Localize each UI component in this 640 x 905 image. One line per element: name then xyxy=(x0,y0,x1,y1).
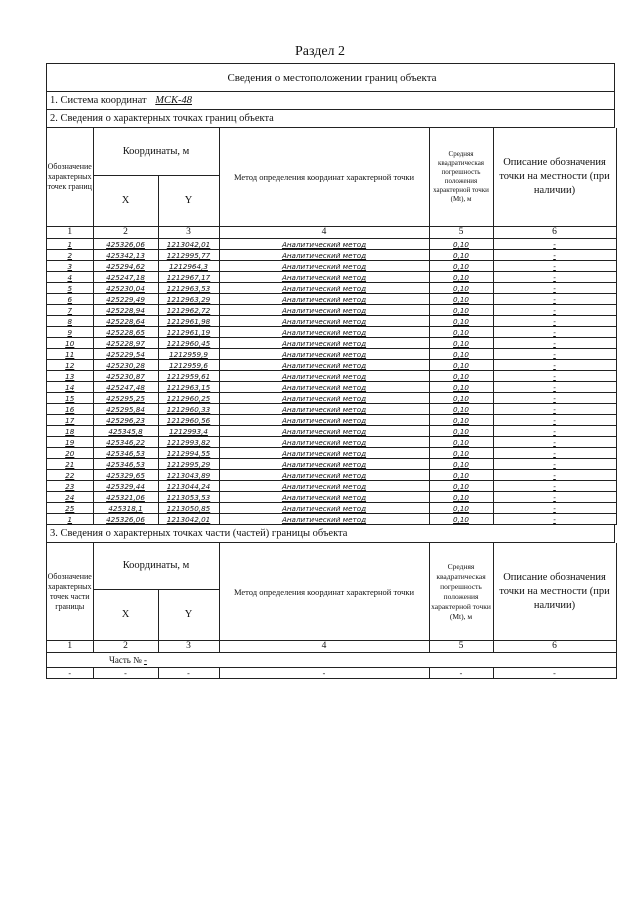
method: Аналитический метод xyxy=(219,426,429,437)
table-row xyxy=(47,668,616,679)
y-coordinate: 1212959,6 xyxy=(158,360,219,371)
method: Аналитический метод xyxy=(219,492,429,503)
col-designation: Обозначение характерных точек части границы xyxy=(47,543,93,641)
x-coordinate: 425228,65 xyxy=(93,327,158,338)
accuracy: 0,10 xyxy=(429,349,493,360)
method: Аналитический метод xyxy=(219,393,429,404)
point-id: 3 xyxy=(47,261,93,272)
y-coordinate: 1212994,55 xyxy=(158,448,219,459)
accuracy: 0,10 xyxy=(429,382,493,393)
table-row xyxy=(47,393,616,404)
point-id: 7 xyxy=(47,305,93,316)
dash-cell: - xyxy=(219,668,429,679)
x-coordinate: 425326,06 xyxy=(93,514,158,525)
method: Аналитический метод xyxy=(219,382,429,393)
x-coordinate: 425247,18 xyxy=(93,272,158,283)
y-coordinate: 1212961,98 xyxy=(158,316,219,327)
col-y: Y xyxy=(158,590,219,641)
table-row xyxy=(47,360,616,371)
y-coordinate: 1213050,85 xyxy=(158,503,219,514)
method: Аналитический метод xyxy=(219,415,429,426)
col-number: 2 xyxy=(93,227,158,239)
table-row xyxy=(47,250,616,261)
table-row xyxy=(47,338,616,349)
col-number: 6 xyxy=(493,641,616,653)
description: - xyxy=(493,272,616,283)
col-x: X xyxy=(93,176,158,227)
accuracy: 0,10 xyxy=(429,294,493,305)
method: Аналитический метод xyxy=(219,305,429,316)
table-row xyxy=(47,470,616,481)
description: - xyxy=(493,437,616,448)
accuracy: 0,10 xyxy=(429,470,493,481)
accuracy: 0,10 xyxy=(429,261,493,272)
x-coordinate: 425326,06 xyxy=(93,239,158,250)
table-row xyxy=(47,327,616,338)
point-id: 23 xyxy=(47,481,93,492)
table-row xyxy=(47,404,616,415)
dash-cell: - xyxy=(429,668,493,679)
y-coordinate: 1212967,17 xyxy=(158,272,219,283)
description: - xyxy=(493,250,616,261)
method: Аналитический метод xyxy=(219,437,429,448)
method: Аналитический метод xyxy=(219,283,429,294)
point-id: 12 xyxy=(47,360,93,371)
column-number-row xyxy=(47,641,616,653)
description: - xyxy=(493,415,616,426)
point-id: 11 xyxy=(47,349,93,360)
x-coordinate: 425345,8 xyxy=(93,426,158,437)
col-y: Y xyxy=(158,176,219,227)
table-row xyxy=(47,437,616,448)
part-value: - xyxy=(143,655,147,665)
point-id: 5 xyxy=(47,283,93,294)
accuracy: 0,10 xyxy=(429,426,493,437)
point-id: 8 xyxy=(47,316,93,327)
method: Аналитический метод xyxy=(219,349,429,360)
method: Аналитический метод xyxy=(219,360,429,371)
y-coordinate: 1212962,72 xyxy=(158,305,219,316)
accuracy: 0,10 xyxy=(429,371,493,382)
description: - xyxy=(493,492,616,503)
table-row xyxy=(47,261,616,272)
description: - xyxy=(493,283,616,294)
col-method: Метод определения координат характерной точки xyxy=(219,543,429,641)
col-description: Описание обозначения точки на местности (при наличии) xyxy=(493,128,616,227)
accuracy: 0,10 xyxy=(429,327,493,338)
x-coordinate: 425294,62 xyxy=(93,261,158,272)
accuracy: 0,10 xyxy=(429,272,493,283)
col-number: 5 xyxy=(429,641,493,653)
accuracy: 0,10 xyxy=(429,404,493,415)
table-row xyxy=(47,349,616,360)
point-id: 6 xyxy=(47,294,93,305)
point-id: 21 xyxy=(47,459,93,470)
method: Аналитический метод xyxy=(219,239,429,250)
y-coordinate: 1213053,53 xyxy=(158,492,219,503)
accuracy: 0,10 xyxy=(429,448,493,459)
y-coordinate: 1212963,29 xyxy=(158,294,219,305)
section3-title: 3. Сведения о характерных точках части (частей) границы объекта xyxy=(47,525,615,543)
point-id: 25 xyxy=(47,503,93,514)
table-row xyxy=(47,283,616,294)
col-designation: Обозначение характерных точек границ xyxy=(47,128,93,227)
x-coordinate: 425295,25 xyxy=(93,393,158,404)
point-id: 18 xyxy=(47,426,93,437)
y-coordinate: 1212959,9 xyxy=(158,349,219,360)
col-coordinates: Координаты, м xyxy=(93,543,219,590)
point-id: 4 xyxy=(47,272,93,283)
method: Аналитический метод xyxy=(219,503,429,514)
table-row xyxy=(47,415,616,426)
y-coordinate: 1212959,61 xyxy=(158,371,219,382)
description: - xyxy=(493,327,616,338)
col-x: X xyxy=(93,590,158,641)
coordinate-system-row xyxy=(47,92,615,110)
y-coordinate: 1212960,45 xyxy=(158,338,219,349)
accuracy: 0,10 xyxy=(429,514,493,525)
method: Аналитический метод xyxy=(219,272,429,283)
point-id: 13 xyxy=(47,371,93,382)
accuracy: 0,10 xyxy=(429,503,493,514)
table-row xyxy=(47,426,616,437)
table-row xyxy=(47,514,616,525)
x-coordinate: 425318,1 xyxy=(93,503,158,514)
method: Аналитический метод xyxy=(219,261,429,272)
x-coordinate: 425228,97 xyxy=(93,338,158,349)
col-number: 4 xyxy=(219,641,429,653)
section2-table xyxy=(47,128,617,525)
y-coordinate: 1213044,24 xyxy=(158,481,219,492)
x-coordinate: 425229,54 xyxy=(93,349,158,360)
point-id: 2 xyxy=(47,250,93,261)
point-id: 14 xyxy=(47,382,93,393)
accuracy: 0,10 xyxy=(429,393,493,404)
part-label-cell xyxy=(47,653,616,668)
y-coordinate: 1212960,33 xyxy=(158,404,219,415)
point-id: 1 xyxy=(47,514,93,525)
col-accuracy: Средняя квадратическая погрешность положения характерной точки (Мt), м xyxy=(429,128,493,227)
x-coordinate: 425346,53 xyxy=(93,448,158,459)
description: - xyxy=(493,338,616,349)
section3-table xyxy=(47,543,617,679)
method: Аналитический метод xyxy=(219,448,429,459)
x-coordinate: 425329,44 xyxy=(93,481,158,492)
accuracy: 0,10 xyxy=(429,360,493,371)
column-number-row xyxy=(47,227,616,239)
col-number: 3 xyxy=(158,641,219,653)
x-coordinate: 425296,23 xyxy=(93,415,158,426)
point-id: 17 xyxy=(47,415,93,426)
y-coordinate: 1213042,01 xyxy=(158,239,219,250)
point-id: 20 xyxy=(47,448,93,459)
y-coordinate: 1212995,77 xyxy=(158,250,219,261)
description: - xyxy=(493,382,616,393)
accuracy: 0,10 xyxy=(429,492,493,503)
table-row xyxy=(47,239,616,250)
accuracy: 0,10 xyxy=(429,338,493,349)
page-title: Раздел 2 xyxy=(294,44,346,59)
y-coordinate: 1212964,3 xyxy=(158,261,219,272)
section-header: Сведения о местоположении границ объекта xyxy=(47,64,615,92)
table-row xyxy=(47,503,616,514)
description: - xyxy=(493,261,616,272)
accuracy: 0,10 xyxy=(429,459,493,470)
y-coordinate: 1212995,29 xyxy=(158,459,219,470)
dash-cell: - xyxy=(158,668,219,679)
description: - xyxy=(493,404,616,415)
x-coordinate: 425295,84 xyxy=(93,404,158,415)
description: - xyxy=(493,481,616,492)
accuracy: 0,10 xyxy=(429,283,493,294)
col-number: 1 xyxy=(47,227,93,239)
accuracy: 0,10 xyxy=(429,415,493,426)
method: Аналитический метод xyxy=(219,338,429,349)
method: Аналитический метод xyxy=(219,404,429,415)
method: Аналитический метод xyxy=(219,371,429,382)
x-coordinate: 425230,04 xyxy=(93,283,158,294)
col-number: 2 xyxy=(93,641,158,653)
x-coordinate: 425329,65 xyxy=(93,470,158,481)
description: - xyxy=(493,239,616,250)
point-id: 24 xyxy=(47,492,93,503)
part-label: Часть № xyxy=(109,655,142,665)
method: Аналитический метод xyxy=(219,470,429,481)
accuracy: 0,10 xyxy=(429,305,493,316)
point-id: 22 xyxy=(47,470,93,481)
table-row xyxy=(47,382,616,393)
table-row xyxy=(47,305,616,316)
description: - xyxy=(493,503,616,514)
description: - xyxy=(493,470,616,481)
section2-title: 2. Сведения о характерных точках границ объекта xyxy=(47,110,615,128)
method: Аналитический метод xyxy=(219,481,429,492)
point-id: 16 xyxy=(47,404,93,415)
y-coordinate: 1212993,4 xyxy=(158,426,219,437)
col-number: 1 xyxy=(47,641,93,653)
table-row xyxy=(47,448,616,459)
col-description: Описание обозначения точки на местности (при наличии) xyxy=(493,543,616,641)
table-row xyxy=(47,316,616,327)
point-id: 10 xyxy=(47,338,93,349)
col-coordinates: Координаты, м xyxy=(93,128,219,176)
accuracy: 0,10 xyxy=(429,239,493,250)
description: - xyxy=(493,459,616,470)
description: - xyxy=(493,371,616,382)
accuracy: 0,10 xyxy=(429,481,493,492)
col-accuracy: Средняя квадратическая погрешность положения характерной точки (Мt), м xyxy=(429,543,493,641)
x-coordinate: 425247,48 xyxy=(93,382,158,393)
coordinate-system-label: 1. Система координат xyxy=(50,95,147,106)
accuracy: 0,10 xyxy=(429,316,493,327)
col-method: Метод определения координат характерной точки xyxy=(219,128,429,227)
document-frame xyxy=(46,63,615,679)
method: Аналитический метод xyxy=(219,514,429,525)
table-row xyxy=(47,272,616,283)
table-row xyxy=(47,371,616,382)
x-coordinate: 425321,06 xyxy=(93,492,158,503)
x-coordinate: 425346,53 xyxy=(93,459,158,470)
y-coordinate: 1213042,01 xyxy=(158,514,219,525)
x-coordinate: 425228,94 xyxy=(93,305,158,316)
description: - xyxy=(493,349,616,360)
description: - xyxy=(493,294,616,305)
accuracy: 0,10 xyxy=(429,250,493,261)
col-number: 6 xyxy=(493,227,616,239)
accuracy: 0,10 xyxy=(429,437,493,448)
description: - xyxy=(493,316,616,327)
point-id: 15 xyxy=(47,393,93,404)
table-row xyxy=(47,459,616,470)
description: - xyxy=(493,426,616,437)
description: - xyxy=(493,360,616,371)
col-number: 5 xyxy=(429,227,493,239)
y-coordinate: 1212960,25 xyxy=(158,393,219,404)
table-row xyxy=(47,294,616,305)
point-id: 9 xyxy=(47,327,93,338)
y-coordinate: 1213043,89 xyxy=(158,470,219,481)
dash-cell: - xyxy=(493,668,616,679)
method: Аналитический метод xyxy=(219,294,429,305)
x-coordinate: 425229,49 xyxy=(93,294,158,305)
y-coordinate: 1212960,56 xyxy=(158,415,219,426)
col-number: 4 xyxy=(219,227,429,239)
x-coordinate: 425230,28 xyxy=(93,360,158,371)
x-coordinate: 425342,13 xyxy=(93,250,158,261)
y-coordinate: 1212963,15 xyxy=(158,382,219,393)
part-row xyxy=(47,653,616,668)
y-coordinate: 1212961,19 xyxy=(158,327,219,338)
description: - xyxy=(493,514,616,525)
description: - xyxy=(493,305,616,316)
point-id: 1 xyxy=(47,239,93,250)
x-coordinate: 425346,22 xyxy=(93,437,158,448)
x-coordinate: 425228,64 xyxy=(93,316,158,327)
description: - xyxy=(493,448,616,459)
point-id: 19 xyxy=(47,437,93,448)
col-number: 3 xyxy=(158,227,219,239)
table-row xyxy=(47,492,616,503)
method: Аналитический метод xyxy=(219,327,429,338)
table-row xyxy=(47,481,616,492)
coordinate-system-value: МСК-48 xyxy=(155,95,192,106)
method: Аналитический метод xyxy=(219,459,429,470)
x-coordinate: 425230,87 xyxy=(93,371,158,382)
dash-cell: - xyxy=(93,668,158,679)
dash-cell: - xyxy=(47,668,93,679)
y-coordinate: 1212993,82 xyxy=(158,437,219,448)
description: - xyxy=(493,393,616,404)
y-coordinate: 1212963,53 xyxy=(158,283,219,294)
method: Аналитический метод xyxy=(219,250,429,261)
method: Аналитический метод xyxy=(219,316,429,327)
